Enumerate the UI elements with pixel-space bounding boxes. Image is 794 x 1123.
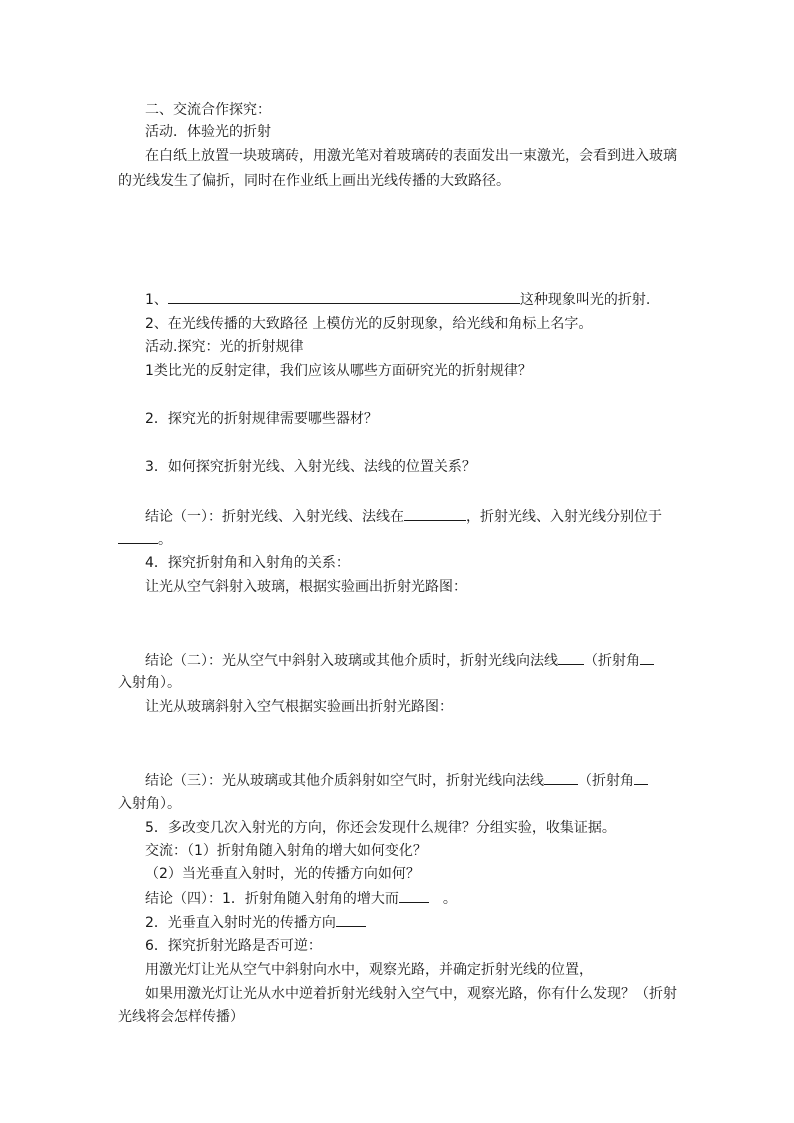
- conclusion-2-cont: 入射角）。: [118, 675, 181, 691]
- conclusion-3-cont: 入射角）。: [118, 796, 181, 812]
- probe-6: 6．探究折射光路是否可逆：: [145, 938, 322, 954]
- c3-text-a: 结论（三）：光从玻璃或其他介质斜射如空气时，折射光线向法线: [145, 773, 544, 789]
- probe-1: 1类比光的反射定律，我们应该从哪些方面研究光的折射规律？: [145, 363, 532, 379]
- probe-2: 2．探究光的折射规律需要哪些器材？: [145, 411, 378, 427]
- conclusion-3: [145, 770, 648, 791]
- probe-4-text: 让光从空气斜射入玻璃，根据实验画出折射光路图：: [145, 579, 467, 595]
- q1-blank[interactable]: [168, 289, 520, 304]
- activity1-title: 活动．体验光的折射: [145, 124, 271, 140]
- activity1-text-line1: 在白纸上放置一块玻璃砖，用激光笔对着玻璃砖的表面发出一束激光，会看到进入玻璃: [145, 148, 677, 164]
- c4-text-b: 。: [442, 891, 457, 907]
- probe-6-text1: 用激光灯让光从空气中斜射向水中，观察光路，并确定折射光线的位置，: [145, 962, 593, 978]
- activity1-text-line2: 的光线发生了偏折，同时在作业纸上画出光线传播的大致路径。: [118, 173, 510, 189]
- question-2: 2、在光线传播的大致路径 上模仿光的反射现象，给光线和角标上名字。: [145, 316, 593, 332]
- c2-text-a: 结论（二）：光从空气中斜射入玻璃或其他介质时，折射光线向法线: [145, 653, 558, 669]
- c4-item2-text: 2．光垂直入射时光的传播方向: [145, 915, 336, 931]
- probe-5: 5．多改变几次入射光的方向，你还会发现什么规律？分组实验，收集证据。: [145, 820, 616, 836]
- exchange-1: 交流：（1）折射角随入射角的增大如何变化？: [145, 843, 427, 859]
- c3-blank-1[interactable]: [544, 770, 578, 785]
- probe-6-text2-b: 光线将会怎样传播）: [118, 1009, 244, 1025]
- q1-suffix: 这种现象叫光的折射.: [519, 292, 651, 308]
- q1-prefix: 1、: [145, 292, 168, 308]
- c4-blank-1[interactable]: [399, 888, 429, 903]
- probe-4: 4．探究折射角和入射角的关系：: [145, 555, 350, 571]
- c2-text-b: （折射角: [584, 653, 640, 669]
- c4-text-a: 结论（四）：1．折射角随入射角的增大而: [145, 891, 399, 907]
- conclusion-2: [145, 650, 654, 671]
- conclusion-4-item2: [145, 912, 366, 933]
- c1-text-b: ，折射光线、入射光线分别位于: [466, 509, 662, 525]
- c3-text-b: （折射角: [578, 773, 634, 789]
- c1-blank-2[interactable]: [118, 529, 158, 544]
- exchange-2: （2）当光垂直入射时，光的传播方向如何？: [145, 866, 420, 882]
- c2-blank-2[interactable]: [640, 650, 654, 665]
- c1-text-a: 结论（一）：折射光线、入射光线、法线在: [145, 509, 404, 525]
- probe-4-text2: 让光从玻璃斜射入空气根据实验画出折射光路图：: [145, 699, 453, 715]
- c4-blank-2[interactable]: [336, 912, 366, 927]
- section-title: 二、交流合作探究：: [145, 102, 271, 118]
- conclusion-4: [145, 888, 457, 909]
- conclusion-1-cont: [118, 529, 172, 550]
- question-1: [145, 289, 650, 310]
- probe-6-text2-a: 如果用激光灯让光从水中逆着折射光线射入空气中，观察光路，你有什么发现？（折射: [145, 986, 677, 1002]
- c1-blank-1[interactable]: [404, 506, 466, 521]
- c2-blank-1[interactable]: [558, 650, 584, 665]
- conclusion-1: [145, 506, 662, 527]
- c3-blank-2[interactable]: [634, 770, 648, 785]
- c1-text-c: 。: [158, 532, 172, 548]
- probe-3: 3．如何探究折射光线、入射光线、法线的位置关系？: [145, 459, 476, 475]
- activity2-title: 活动.探究：光的折射规律: [145, 339, 304, 355]
